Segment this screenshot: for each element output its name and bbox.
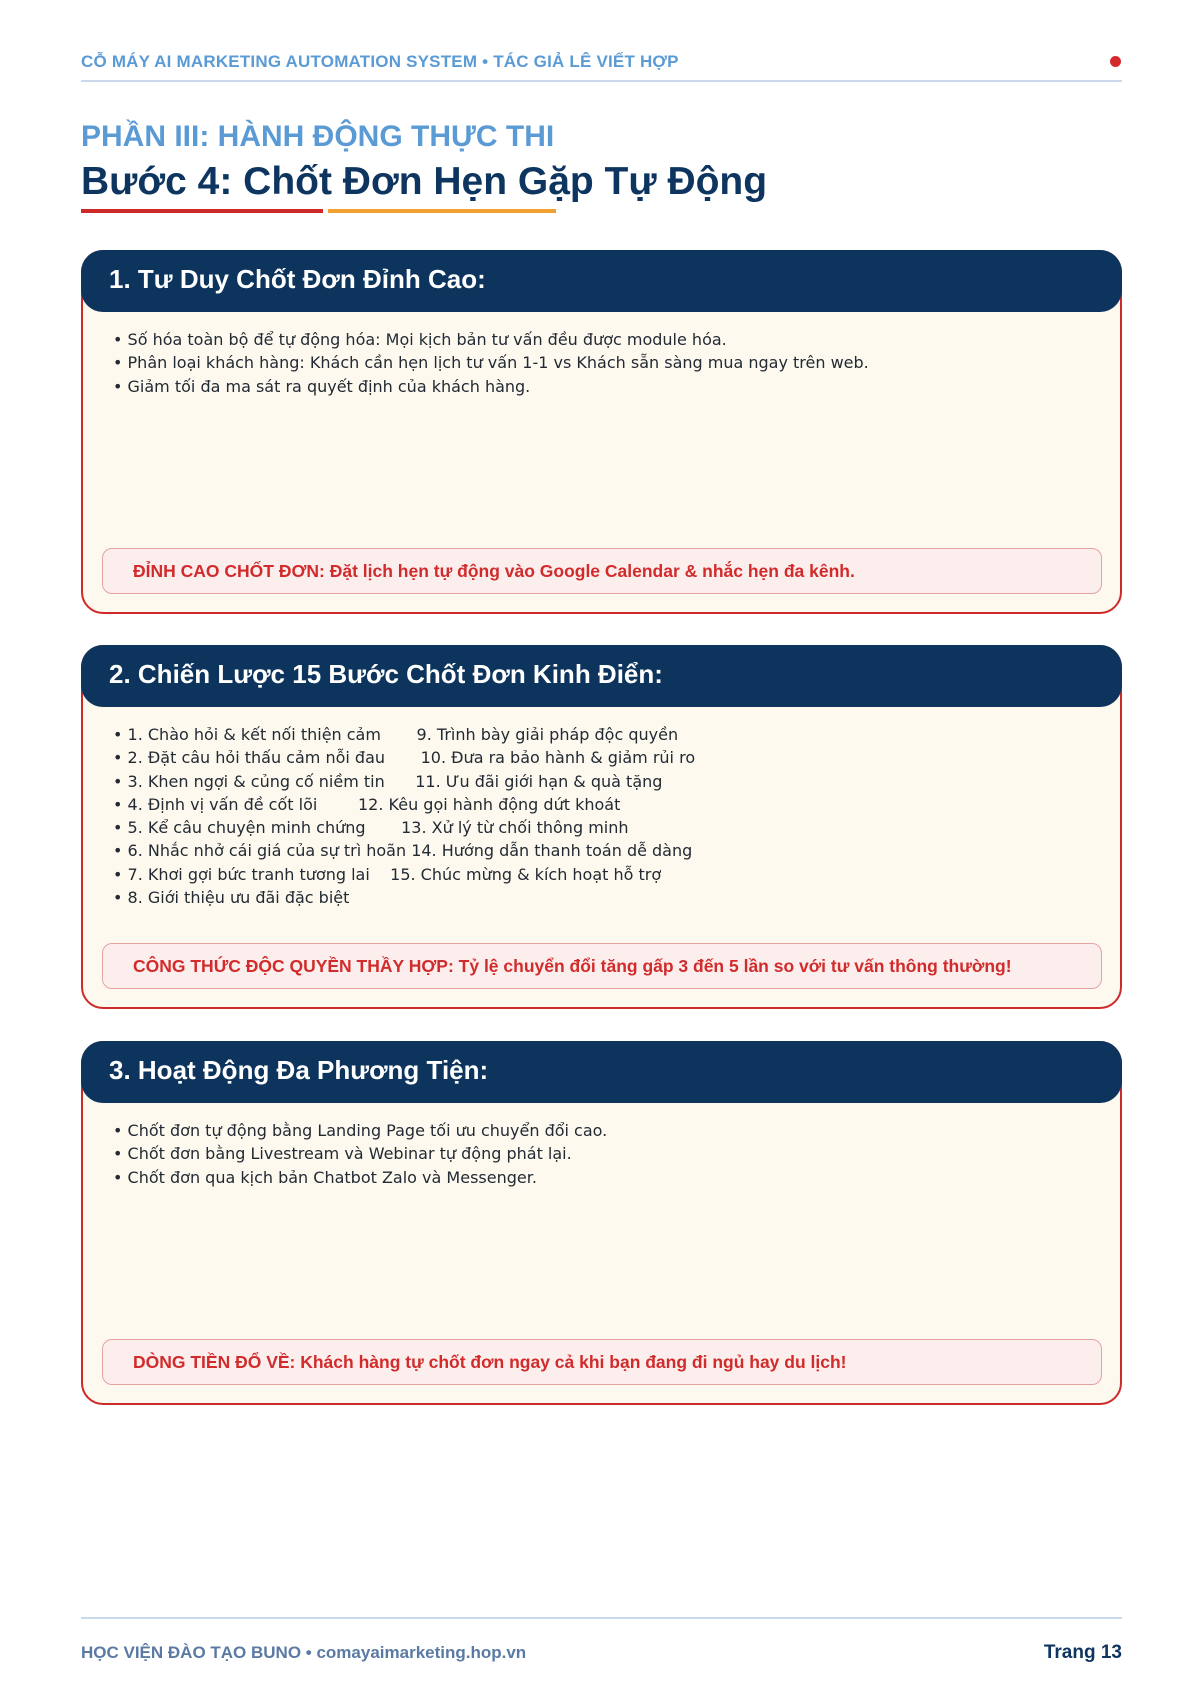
callout-text: DÒNG TIỀN ĐỔ VỀ: Khách hàng tự chốt đơn ngay cả khi bạn đang đi ngủ hay du lịch! [133,1352,847,1372]
section-title: 3. Hoạt Động Đa Phương Tiện: [109,1055,489,1085]
title-underline-red [81,209,323,213]
section-header [81,645,1122,707]
section-header [81,250,1122,312]
section-card-1 [81,250,1122,614]
bullet-list [113,723,695,909]
callout-box [102,1339,1102,1385]
section-card-2 [81,645,1122,1009]
list-item: • Phân loại khách hàng: Khách cần hẹn lịch tư vấn 1-1 vs Khách sẵn sàng mua ngay trên web. [113,351,869,374]
list-item: • Giảm tối đa ma sát ra quyết định của khách hàng. [113,375,869,398]
footer-divider [81,1617,1122,1619]
section-card-3 [81,1041,1122,1405]
page-header [81,50,1122,82]
red-dot-icon [1110,56,1121,67]
list-item: • 2. Đặt câu hỏi thấu cảm nỗi đau 10. Đưa ra bảo hành & giảm rủi ro [113,746,695,769]
title-underline-orange [328,209,556,213]
list-item: • 5. Kể câu chuyện minh chứng 13. Xử lý từ chối thông minh [113,816,695,839]
list-item: • 3. Khen ngợi & củng cố niềm tin 11. Ưu đãi giới hạn & quà tặng [113,770,695,793]
section-title: 1. Tư Duy Chốt Đơn Đỉnh Cao: [109,264,486,294]
callout-box [102,548,1102,594]
callout-box [102,943,1102,989]
list-item: • 4. Định vị vấn đề cốt lõi 12. Kêu gọi hành động dứt khoát [113,793,695,816]
section-title: 2. Chiến Lược 15 Bước Chốt Đơn Kinh Điển: [109,659,663,689]
list-item: • Chốt đơn qua kịch bản Chatbot Zalo và Messenger. [113,1166,607,1189]
list-item: • Chốt đơn bằng Livestream và Webinar tự động phát lại. [113,1142,607,1165]
footer-organization: HỌC VIỆN ĐÀO TẠO BUNO • comayaimarketing.hop.vn [81,1643,527,1662]
part-label: PHẦN III: HÀNH ĐỘNG THỰC THI [81,120,555,153]
bullet-list [113,1119,607,1189]
bullet-list [113,328,869,398]
list-item: • 1. Chào hỏi & kết nối thiện cảm 9. Trình bày giải pháp độc quyền [113,723,695,746]
header-text: CỖ MÁY AI MARKETING AUTOMATION SYSTEM • TÁC GIẢ LÊ VIẾT HỢP [81,52,679,71]
list-item: • 8. Giới thiệu ưu đãi đặc biệt [113,886,695,909]
list-item: • 6. Nhắc nhở cái giá của sự trì hoãn 14. Hướng dẫn thanh toán dễ dàng [113,839,695,862]
list-item: • Số hóa toàn bộ để tự động hóa: Mọi kịch bản tư vấn đều được module hóa. [113,328,869,351]
page-title: Bước 4: Chốt Đơn Hẹn Gặp Tự Động [81,160,768,203]
list-item: • 7. Khơi gợi bức tranh tương lai 15. Chúc mừng & kích hoạt hỗ trợ [113,863,695,886]
callout-text: ĐỈNH CAO CHỐT ĐƠN: Đặt lịch hẹn tự động vào Google Calendar & nhắc hẹn đa kênh. [133,561,855,581]
callout-text: CÔNG THỨC ĐỘC QUYỀN THẦY HỢP: Tỷ lệ chuyển đổi tăng gấp 3 đến 5 lần so với tư vấn thông thường! [133,956,1012,976]
page-number: Trang 13 [1043,1642,1122,1663]
section-header [81,1041,1122,1103]
list-item: • Chốt đơn tự động bằng Landing Page tối ưu chuyển đổi cao. [113,1119,607,1142]
